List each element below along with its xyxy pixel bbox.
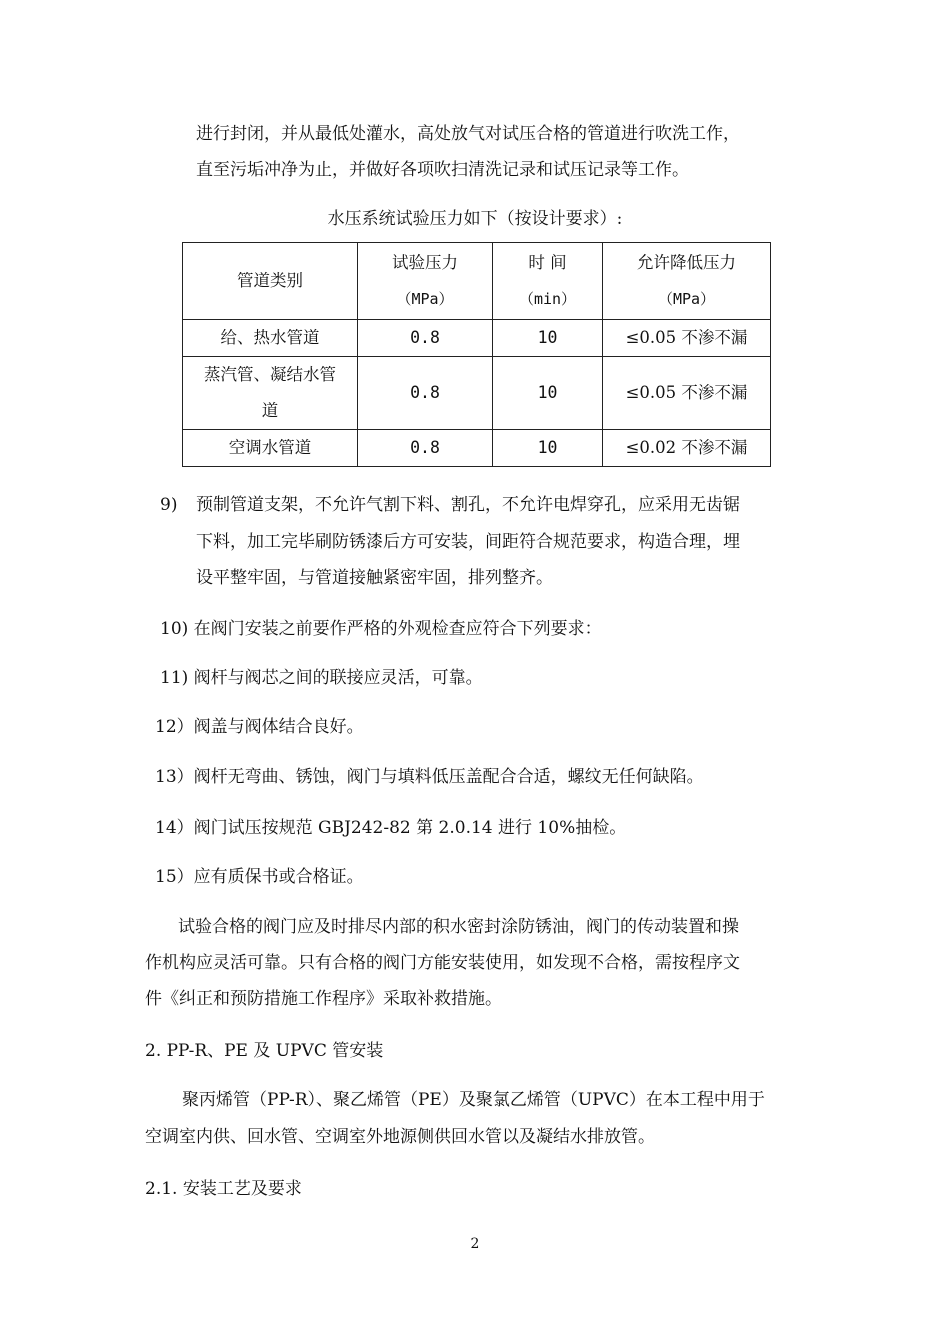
intro-line-1: 进行封闭，并从最低处灌水，高处放气对试压合格的管道进行吹洗工作， (196, 124, 740, 144)
cell-time: 10 (493, 320, 603, 357)
cell-category: 给、热水管道 (183, 320, 358, 357)
item-14: 14）阀门试压按规范 GBJ242-82 第 2.0.14 进行 10%抽检。 (155, 818, 627, 838)
header-category: 管道类别 (183, 243, 358, 320)
cell-allowed: ≤0.02 不渗不漏 (603, 430, 771, 467)
item-13: 13）阀杆无弯曲、锈蚀，阀门与填料低压盖配合合适，螺纹无任何缺陷。 (155, 767, 704, 787)
header-test-pressure: 试验压力 （MPa） (358, 243, 493, 320)
cell-time: 10 (493, 357, 603, 430)
cell-pressure: 0.8 (358, 430, 493, 467)
valve-paragraph-line-1: 试验合格的阀门应及时排尽内部的积水密封涂防锈油，阀门的传动装置和操 (178, 917, 739, 937)
section-2-heading: 2. PP-R、PE 及 UPVC 管安装 (145, 1041, 384, 1061)
item-9-line-3: 设平整牢固，与管道接触紧密牢固，排列整齐。 (196, 568, 553, 588)
item-10: 10) 在阀门安装之前要作严格的外观检查应符合下列要求： (160, 619, 602, 639)
item-15: 15）应有质保书或合格证。 (155, 867, 364, 887)
header-allowed-drop: 允许降低压力 （MPa） (603, 243, 771, 320)
table-row (183, 357, 771, 430)
cell-category: 空调水管道 (183, 430, 358, 467)
valve-paragraph-line-2: 作机构应灵活可靠。只有合格的阀门方能安装使用，如发现不合格，需按程序文 (145, 953, 740, 973)
page-number: 2 (470, 1236, 480, 1252)
intro-line-2: 直至污垢冲净为止，并做好各项吹扫清洗记录和试压记录等工作。 (196, 160, 689, 180)
item-9-line-1: 预制管道支架，不允许气割下料、割孔，不允许电焊穿孔，应采用无齿锯 (196, 495, 740, 515)
item-9-number: 9) (160, 495, 178, 515)
cell-pressure: 0.8 (358, 357, 493, 430)
cell-allowed: ≤0.05 不渗不漏 (603, 357, 771, 430)
pipes-paragraph-line-1: 聚丙烯管（PP-R）、聚乙烯管（PE）及聚氯乙烯管（UPVC）在本工程中用于 (182, 1090, 765, 1110)
cell-allowed: ≤0.05 不渗不漏 (603, 320, 771, 357)
item-11: 11) 阀杆与阀芯之间的联接应灵活，可靠。 (160, 668, 483, 688)
header-time: 时 间 （min） (493, 243, 603, 320)
table-row (183, 430, 771, 467)
cell-pressure: 0.8 (358, 320, 493, 357)
section-2-1-heading: 2.1. 安装工艺及要求 (145, 1179, 302, 1199)
table-caption: 水压系统试验压力如下（按设计要求）: (327, 209, 623, 229)
cell-time: 10 (493, 430, 603, 467)
cell-category: 蒸汽管、凝结水管 道 (183, 357, 358, 430)
table-header-row (183, 243, 771, 320)
item-9-line-2: 下料，加工完毕刷防锈漆后方可安装，间距符合规范要求，构造合理，埋 (196, 532, 740, 552)
item-12: 12）阀盖与阀体结合良好。 (155, 717, 364, 737)
pressure-test-table (182, 242, 771, 467)
table-row (183, 320, 771, 357)
pipes-paragraph-line-2: 空调室内供、回水管、空调室外地源侧供回水管以及凝结水排放管。 (145, 1127, 655, 1147)
valve-paragraph-line-3: 件《纠正和预防措施工作程序》采取补救措施。 (145, 989, 502, 1009)
